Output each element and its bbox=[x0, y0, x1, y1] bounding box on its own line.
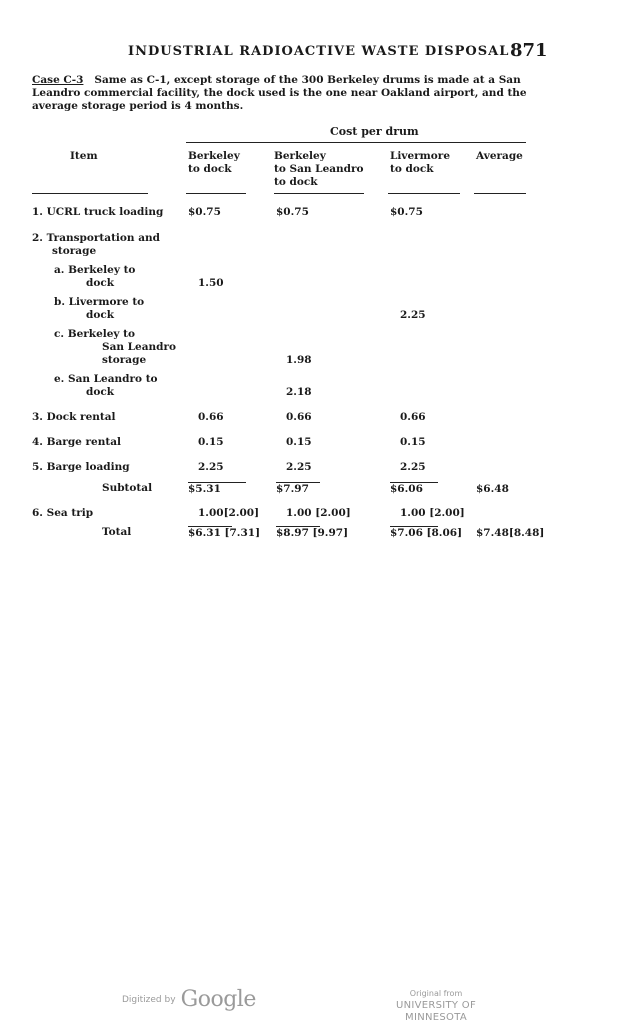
table-caption bbox=[32, 74, 542, 113]
cell-value: 2.25 bbox=[286, 461, 312, 473]
row-label: 3. Dock rental bbox=[32, 411, 116, 423]
row-label: 6. Sea trip bbox=[32, 507, 94, 519]
row-label: c. Berkeley to San Leandro storage bbox=[54, 328, 177, 366]
cell-value: 0.15 bbox=[286, 436, 312, 448]
row-label: 2. Transportation and storage bbox=[32, 232, 160, 257]
cell-value: 1.00 [2.00] bbox=[400, 507, 465, 519]
subtotal-value: $7.97 bbox=[276, 482, 320, 496]
rule-top-cost bbox=[186, 142, 526, 143]
google-logo: Google bbox=[180, 987, 256, 1012]
cell-value: 0.66 bbox=[286, 411, 312, 423]
header-berkeley-to-dock: Berkeley to dock bbox=[188, 150, 240, 175]
cell-value: 2.25 bbox=[198, 461, 224, 473]
rule-under-col3 bbox=[388, 193, 460, 194]
running-title: INDUSTRIAL RADIOACTIVE WASTE DISPOSAL bbox=[128, 44, 510, 59]
row-label: b. Livermore to dock bbox=[54, 296, 145, 321]
caption-text: Same as C-1, except storage of the 300 Berkeley drums is made at a San Leandro commercial facility, the dock used is the one near Oakland airport, and the average storage period is 4 months. bbox=[32, 74, 527, 112]
page-number: 871 bbox=[510, 40, 548, 61]
rule-under-col1 bbox=[186, 193, 246, 194]
total-average: $7.48[8.48] bbox=[476, 527, 545, 539]
rule-under-col4 bbox=[474, 193, 526, 194]
subtotal-label: Subtotal bbox=[102, 482, 153, 494]
header-average: Average bbox=[476, 150, 523, 162]
row-label: 1. UCRL truck loading bbox=[32, 206, 164, 218]
cell-value: 0.15 bbox=[198, 436, 224, 448]
total-value: $6.31 [7.31] bbox=[188, 527, 261, 539]
original-from: Original from UNIVERSITY OF MINNESOTA bbox=[395, 989, 477, 1023]
header-livermore-to-dock: Livermore to dock bbox=[390, 150, 451, 175]
cost-per-drum-header: Cost per drum bbox=[330, 125, 419, 138]
page-header bbox=[0, 42, 618, 62]
cell-value: 1.00 [2.00] bbox=[286, 507, 351, 519]
total-value: $7.06 [8.06] bbox=[390, 527, 463, 539]
row-label: e. San Leandro to dock bbox=[54, 373, 158, 398]
case-id: Case C-3 bbox=[32, 74, 84, 86]
cell-value: 0.66 bbox=[198, 411, 224, 423]
cell-value: 1.98 bbox=[286, 354, 312, 366]
rule-under-col2 bbox=[274, 193, 364, 194]
subtotal-value: $5.31 bbox=[188, 482, 246, 496]
row-label: 5. Barge loading bbox=[32, 461, 130, 473]
header-item: Item bbox=[70, 150, 98, 162]
cell-value: $0.75 bbox=[390, 206, 423, 218]
cell-value: 0.15 bbox=[400, 436, 426, 448]
cell-value: 1.50 bbox=[198, 277, 224, 289]
total-label: Total bbox=[102, 526, 132, 538]
cell-value: $0.75 bbox=[188, 206, 221, 218]
subtotal-value: $6.06 bbox=[390, 482, 438, 496]
header-berkeley-to-san-leandro: Berkeley to San Leandro to dock bbox=[274, 150, 364, 188]
rule-under-item bbox=[32, 193, 148, 194]
total-value: $8.97 [9.97] bbox=[276, 527, 349, 539]
cell-value: $0.75 bbox=[276, 206, 309, 218]
subtotal-average: $6.48 bbox=[476, 483, 509, 495]
cell-value: 0.66 bbox=[400, 411, 426, 423]
digitized-by-google: $^{Digitized by}$ Google bbox=[122, 987, 256, 1012]
cell-value: 2.25 bbox=[400, 461, 426, 473]
cell-value: 2.18 bbox=[286, 386, 312, 398]
row-label: a. Berkeley to dock bbox=[54, 264, 136, 289]
cell-value: 1.00[2.00] bbox=[198, 507, 260, 519]
cell-value: 2.25 bbox=[400, 309, 426, 321]
row-label: 4. Barge rental bbox=[32, 436, 121, 448]
